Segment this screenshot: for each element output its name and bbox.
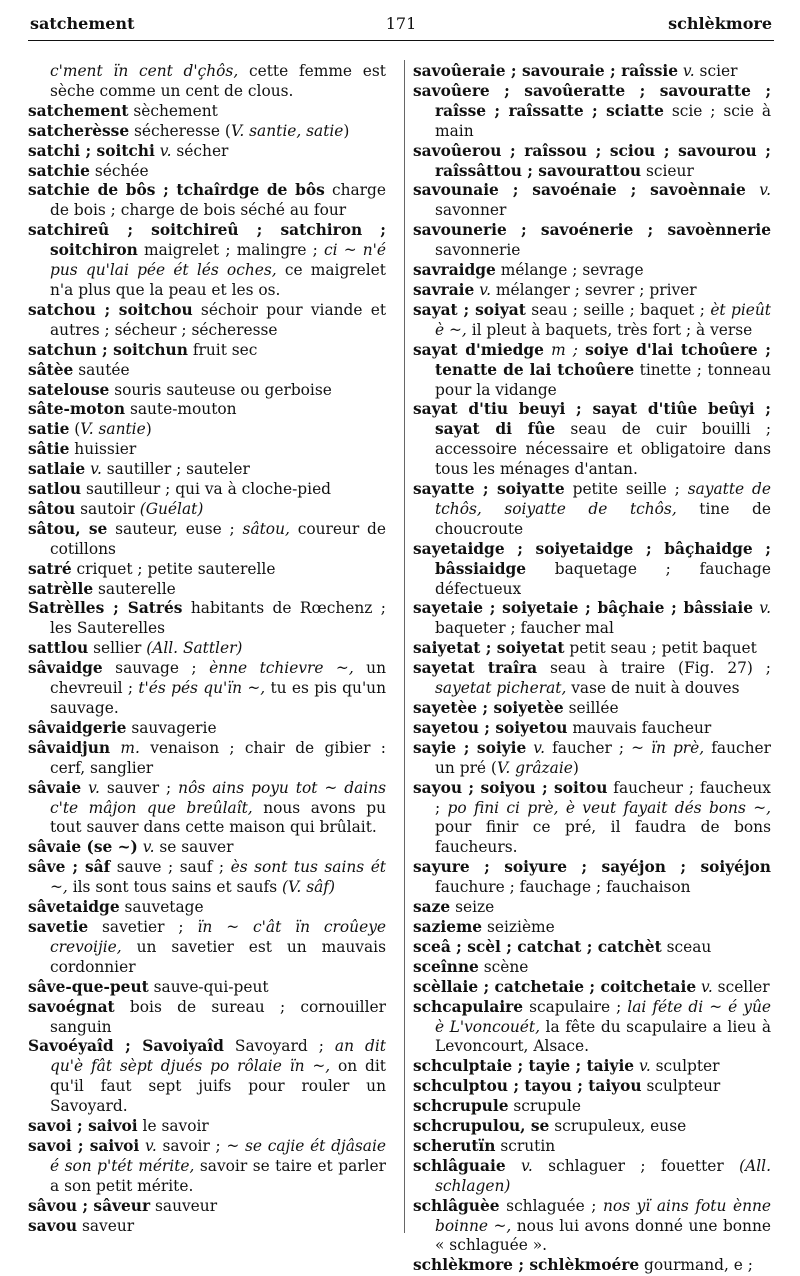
definition-text: il pleut à baquets, très fort ; à verse (466, 320, 753, 339)
example-text: v. (154, 141, 172, 160)
definition-text: maigrelet ; malingre ; (137, 241, 325, 260)
dictionary-entry (28, 221, 386, 301)
definition-text: faucheur ; faucheux ; (435, 778, 771, 817)
headword: savoûerou ; raîssou ; sciou ; savourou ; raîssâttou ; savourattou (413, 141, 771, 180)
example-text: nôs ains poyu tot ~ dains c'te mâjon que breûlaît, (50, 778, 386, 817)
definition-text: Savoyard ; (223, 1037, 335, 1056)
example-text: v. (85, 460, 102, 479)
dictionary-entry (28, 361, 386, 381)
definition-text: petit seau ; petit baquet (564, 639, 757, 658)
headword: schcrupule (413, 1097, 509, 1116)
headword: sayetat traîra (413, 659, 538, 678)
dictionary-entry (28, 659, 386, 719)
definition-text: scène (478, 957, 529, 976)
headword: schculptou ; tayou ; taiyou (413, 1077, 642, 1096)
definition-text: vase de nuit à douves (566, 679, 740, 698)
dictionary-entry (28, 599, 386, 639)
definition-text: ils sont tous sains et saufs (67, 878, 282, 897)
example-text: sayetat picherat, (435, 679, 567, 698)
headword: satré (28, 559, 72, 578)
dictionary-entry (28, 739, 386, 779)
definition-text: sauteur, euse ; (107, 519, 243, 538)
headword: savoi ; saivoi (28, 1136, 140, 1155)
dictionary-entry (413, 659, 771, 699)
definition-text: habitants de Rœchenz ; les Sauterelles (50, 599, 386, 638)
headword: satchireû ; soitchireû ; satchiron ; soitchiron (28, 221, 386, 260)
dictionary-entry (28, 62, 386, 102)
definition-text: savoir ; (156, 1136, 227, 1155)
definition-text: cette femme est sèche comme un cent de clous. (50, 62, 386, 100)
definition-text: sèchement (128, 101, 218, 120)
example-text: ïn ~ c'ât ïn croûeye crevoijie, (50, 917, 386, 956)
dictionary-entry (28, 102, 386, 122)
definition-text: mélange ; sevrage (495, 261, 644, 280)
definition-text: tinette ; tonneau pour la vidange (435, 360, 771, 399)
definition-text: scieur (641, 161, 694, 180)
definition-text: nous lui avons donné une bonne « schlaguée ». (435, 1216, 771, 1255)
example-text: m ; (543, 340, 578, 359)
example-text: v. (696, 977, 713, 996)
definition-text: seau de cuir bouilli ; accessoire nécessaire et obligatoire dans tous les ménages d'antan. (435, 420, 772, 479)
dictionary-entry (413, 739, 771, 779)
definition-text: sculpter (650, 1057, 720, 1076)
headword: schculptaie ; tayie ; taiyie (413, 1057, 635, 1076)
definition-text: criquet ; petite sauterelle (71, 559, 276, 578)
dictionary-entry (413, 400, 771, 480)
dictionary-entry (413, 82, 771, 142)
definition-text: sautoir (75, 499, 140, 518)
definition-text: faucher un pré ( (435, 738, 771, 777)
dictionary-entry (413, 998, 771, 1058)
definition-text: sauve-qui-peut (148, 977, 269, 996)
definition-text: tu es pis qu'un sauvage. (50, 679, 387, 717)
headword: sazieme (413, 917, 483, 936)
definition-text: saute-mouton (125, 400, 237, 419)
headword: sâte-moton (28, 400, 126, 419)
definition-text: mauvais faucheur (567, 718, 712, 737)
definition-text: saveur (77, 1216, 135, 1235)
dictionary-entry (28, 838, 386, 858)
headword: sâtou (28, 499, 76, 518)
headword: satchie de bôs ; tchaîrdge de bôs (28, 181, 325, 200)
definition-text: sauve ; sauf ; (110, 858, 231, 877)
example-text: v. (753, 599, 771, 618)
headword: satchi ; soitchi (28, 141, 155, 160)
definition-text: un savetier est un mauvais cordonnier (50, 937, 386, 976)
dictionary-entry (413, 699, 771, 719)
definition-text: schlaguée ; (499, 1196, 604, 1215)
example-text: (Guélat) (139, 499, 204, 518)
definition-text: sauveur (150, 1196, 218, 1215)
dictionary-entry (28, 341, 386, 361)
headword: sayie ; soiyie (413, 738, 527, 757)
example-text: sâtou, (242, 519, 290, 538)
headword: schcrupulou, se (413, 1117, 550, 1136)
headword: satchou ; soitchou (28, 300, 193, 319)
example-text: v. (526, 738, 546, 757)
definition-text: le savoir (137, 1117, 209, 1136)
dictionary-entry (28, 1217, 386, 1237)
headword: schlèkmore ; schlèkmoére (413, 1256, 640, 1275)
definition-text: scrupule (508, 1097, 581, 1116)
dictionary-entry (28, 898, 386, 918)
example-text: V. santie (80, 420, 146, 439)
definition-text: scapulaire ; (523, 997, 628, 1016)
headword: sâvetaidge (28, 898, 120, 917)
example-text: ~ ïn prè, (631, 738, 705, 757)
example-text: ci ~ n'é pus qu'lai pée ét lés oches, (50, 241, 386, 280)
example-text: v. (139, 1136, 157, 1155)
column-divider (404, 60, 405, 1233)
header-last-word: schlèkmore (668, 14, 772, 33)
definition-text: pour finir ce pré, il faudra de bons faucheurs. (435, 818, 771, 857)
definition-text: scie ; scie à main (435, 101, 772, 140)
headword: scèllaie ; catchetaie ; coitchetaie (413, 977, 697, 996)
header-first-word: satchement (30, 14, 135, 33)
definition-text: sautilleur ; qui va à cloche-pied (81, 480, 332, 499)
definition-text: scier (694, 62, 738, 80)
dictionary-entry (28, 719, 386, 739)
headword: savoégnat (28, 997, 115, 1016)
dictionary-entry (413, 301, 771, 341)
running-header (30, 14, 772, 38)
headword: satcherèsse (28, 121, 130, 140)
dictionary-entry (28, 1037, 386, 1117)
headword: savou (28, 1216, 78, 1235)
example-text: v. (137, 838, 155, 857)
definition-text: sculpteur (641, 1077, 721, 1096)
headword: sâvaidge (28, 659, 103, 678)
definition-text: schlaguer ; fouetter (532, 1156, 740, 1175)
dictionary-entry (28, 440, 386, 460)
header-rule (28, 40, 774, 41)
definition-text: fruit sec (187, 340, 258, 359)
dictionary-entry (28, 918, 386, 978)
headword: savetie (28, 917, 89, 936)
definition-text: un chevreuil ; (50, 659, 386, 698)
dictionary-entry (413, 1197, 771, 1257)
definition-text: sauvage ; (102, 659, 210, 678)
dictionary-entry (28, 779, 386, 839)
definition-text: scrupuleux, euse (549, 1117, 687, 1136)
definition-text: nous avons pu tout sauver dans cette maison qui brûlait. (50, 798, 386, 837)
headword: schlâguaie (413, 1156, 506, 1175)
definition-text: ) (572, 758, 579, 777)
dictionary-entry (28, 858, 386, 898)
dictionary-entry (28, 460, 386, 480)
page-number: 171 (385, 14, 417, 33)
dictionary-entry (413, 281, 771, 301)
definition-text: savonnerie (435, 241, 521, 260)
headword: sâvaidgerie (28, 718, 127, 737)
dictionary-entry (413, 898, 771, 918)
example-text: ~ se cajie ét djâsaie é son p'tét mérite, (50, 1136, 386, 1175)
dictionary-entry (413, 1137, 771, 1157)
definition-text: savoir se taire et parler a son petit mérite. (50, 1156, 386, 1195)
definition-text: sécheresse ( (129, 121, 231, 140)
definition-text: charge de bois ; charge de bois séché au four (50, 181, 386, 220)
definition-text: mélanger ; sevrer ; priver (490, 280, 697, 299)
left-column (28, 62, 386, 1236)
dictionary-entry (28, 580, 386, 600)
headword: satelouse (28, 380, 110, 399)
definition-text: seau ; seille ; baquet ; (525, 300, 711, 319)
definition-text: ( (69, 420, 81, 439)
example-text: v. (81, 778, 100, 797)
headword: satrèlle (28, 579, 94, 598)
definition-text: faucher ; (545, 738, 632, 757)
example-text: nos yï ains fotu ènne boinne ~, (435, 1196, 772, 1235)
headword: sâtèe (28, 360, 74, 379)
dictionary-entry (28, 420, 386, 440)
definition-text: savetier ; (88, 917, 198, 936)
dictionary-entry (28, 381, 386, 401)
dictionary-entry (413, 779, 771, 859)
definition-text: bois de sureau ; cornouiller sanguin (50, 997, 386, 1036)
example-text: v. (745, 181, 771, 200)
headword: sâvou ; sâveur (28, 1196, 151, 1215)
headword: satlou (28, 480, 82, 499)
definition-text: sceau (661, 937, 712, 956)
definition-text: baquetage ; fauchage défectueux (435, 559, 771, 598)
definition-text: se sauver (154, 838, 234, 857)
dictionary-entry (28, 520, 386, 560)
dictionary-entry (413, 261, 771, 281)
headword: sayat ; soiyat (413, 300, 526, 319)
headword: sceînne (413, 957, 479, 976)
definition-text: séchoir pour viande et autres ; sécheur ; sécheresse (50, 300, 387, 339)
example-text: V. grâzaie (496, 758, 573, 777)
headword: sâvaie (28, 778, 82, 797)
headword: satie (28, 420, 70, 439)
example-text: m. (110, 738, 140, 757)
dictionary-entry (413, 1077, 771, 1097)
dictionary-entry (413, 1157, 771, 1197)
headword: satlaie (28, 460, 86, 479)
dictionary-entry (413, 978, 771, 998)
dictionary-entry (28, 301, 386, 341)
example-text: V. santie, satie (230, 121, 344, 140)
dictionary-entry (413, 341, 771, 401)
dictionary-entry (28, 400, 386, 420)
headword: soiye d'lai tchoûere ; tenatte de lai tchoûere (435, 340, 771, 379)
headword: savraie (413, 280, 475, 299)
definition-text: souris sauteuse ou gerboise (109, 380, 332, 399)
dictionary-entry (413, 142, 771, 182)
definition-text: petite seille ; (564, 480, 688, 499)
definition-text: sauvetage (119, 898, 204, 917)
dictionary-entry (28, 998, 386, 1038)
headword: satchement (28, 101, 129, 120)
definition-text: ) (343, 121, 350, 140)
dictionary-entry (413, 1256, 771, 1276)
dictionary-entry (413, 1057, 771, 1077)
dictionary-entry (413, 639, 771, 659)
example-text: v. (505, 1156, 533, 1175)
dictionary-entry (413, 480, 771, 540)
definition-text: huissier (69, 440, 137, 459)
headword: sayatte ; soiyatte (413, 480, 565, 499)
headword: schlâguèe (413, 1196, 500, 1215)
example-text: c'ment ïn cent d'çhôs, (50, 62, 239, 80)
dictionary-entry (28, 978, 386, 998)
dictionary-entry (28, 560, 386, 580)
headword: satchun ; soitchun (28, 340, 188, 359)
definition-text: sauver ; (99, 778, 179, 797)
headword: savoi ; saivoi (28, 1117, 138, 1136)
headword: savoûere ; savoûeratte ; savouratte ; raîsse ; raîssatte ; sciatte (413, 81, 771, 120)
headword: sayetou ; soiyetou (413, 718, 568, 737)
definition-text: scrutin (495, 1136, 556, 1155)
definition-text: ) (145, 420, 152, 439)
dictionary-entry (28, 162, 386, 182)
definition-text: seau à traire (Fig. 27) ; (537, 659, 771, 678)
dictionary-entry (28, 181, 386, 221)
dictionary-entry (28, 1117, 386, 1137)
definition-text: baqueter ; faucher mal (435, 619, 614, 638)
definition-text: ce maigrelet n'a plus que la peau et les os. (50, 261, 386, 299)
headword: saze (413, 898, 451, 917)
example-text: po fini ci prè, è veut fayait dés bons ~, (447, 798, 771, 817)
headword: sâve ; sâf (28, 858, 111, 877)
example-text: v. (474, 280, 491, 299)
definition-text: sautiller ; sauteler (101, 460, 250, 479)
dictionary-entry (413, 938, 771, 958)
dictionary-entry (28, 1137, 386, 1197)
dictionary-entry (413, 719, 771, 739)
dictionary-entry (28, 500, 386, 520)
headword: sayat d'miedge (413, 340, 544, 359)
definition-text: sellier (88, 639, 147, 658)
example-text: (All. Sattler) (146, 639, 243, 658)
example-text: èt pieût è ~, (435, 300, 771, 339)
definition-text: sauvagerie (126, 718, 217, 737)
example-text: sayatte de tchôs, soiyatte de tchôs, (435, 480, 772, 518)
right-column (413, 62, 771, 1276)
headword: sâve-que-peut (28, 977, 149, 996)
definition-text: seizième (482, 917, 555, 936)
definition-text: sautée (73, 360, 130, 379)
dictionary-entry (413, 918, 771, 938)
dictionary-entry (413, 599, 771, 639)
headword: scherutïn (413, 1136, 496, 1155)
definition-text: on dit qu'il faut sept juifs pour rouler un Savoyard. (50, 1057, 386, 1116)
dictionary-entry (28, 1197, 386, 1217)
definition-text: venaison ; chair de gibier : cerf, sanglier (50, 738, 386, 777)
example-text: (V. sâf) (282, 878, 335, 897)
dictionary-entry (28, 142, 386, 162)
dictionary-entry (413, 221, 771, 261)
example-text: an dit qu'è fât sèpt djués po rôlaie ïn ~, (50, 1037, 386, 1076)
headword: satchie (28, 161, 90, 180)
definition-text: séchée (89, 161, 149, 180)
example-text: (All. schlagen) (435, 1156, 771, 1195)
headword: savounaie ; savoénaie ; savoènnaie (413, 181, 746, 200)
headword: sâvaidjun (28, 738, 111, 757)
definition-text: fauchure ; fauchage ; fauchaison (435, 878, 691, 897)
headword: sayetèe ; soiyetèe (413, 699, 564, 717)
headword: sattlou (28, 639, 89, 658)
definition-text: seillée (563, 699, 619, 717)
definition-text: savonner (435, 201, 507, 220)
dictionary-entry (413, 181, 771, 221)
definition-text: sécher (171, 141, 229, 160)
dictionary-entry (413, 958, 771, 978)
headword: savoûeraie ; savouraie ; raîssie (413, 62, 678, 80)
definition-text: gourmand, e ; (639, 1256, 753, 1275)
example-text: ènne tchievre ~, (209, 659, 354, 678)
definition-text: sauterelle (93, 579, 176, 598)
headword: sayou ; soiyou ; soitou (413, 778, 608, 797)
dictionary-entry (28, 480, 386, 500)
headword: sayure ; soiyure ; sayéjon ; soiyéjon (413, 858, 771, 877)
headword: schcapulaire (413, 997, 524, 1016)
definition-text: tine de choucroute (435, 499, 771, 538)
definition-text: la fête du scapulaire a lieu à Levoncourt, Alsace. (435, 1017, 771, 1056)
headword: savounerie ; savoénerie ; savoènnerie (413, 221, 771, 240)
headword: sâtie (28, 440, 70, 459)
definition-text: seize (450, 898, 495, 917)
dictionary-entry (413, 62, 771, 82)
example-text: v. (678, 62, 695, 80)
headword: Satrèlles ; Satrés (28, 599, 183, 618)
dictionary-entry (28, 122, 386, 142)
headword: sceâ ; scèl ; catchat ; catchèt (413, 937, 662, 956)
headword: saiyetat ; soiyetat (413, 639, 565, 658)
headword: sâtou, se (28, 519, 108, 538)
headword: sayat d'tiu beuyi ; sayat d'tiûe beûyi ; sayat di fûe (413, 400, 771, 439)
definition-text: coureur de cotillons (50, 519, 387, 558)
definition-text: sceller (712, 977, 770, 996)
headword: sayetaidge ; soiyetaidge ; bâçhaidge ; bâssiaidge (413, 539, 771, 578)
headword: sâvaie (se ~) (28, 838, 138, 857)
dictionary-entry (28, 639, 386, 659)
headword: savraidge (413, 261, 496, 280)
dictionary-entry (413, 858, 771, 898)
dictionary-entry (413, 540, 771, 600)
dictionary-entry (413, 1117, 771, 1137)
example-text: lai féte di ~ é yûe è L'voncouét, (435, 997, 771, 1036)
headword: sayetaie ; soiyetaie ; bâçhaie ; bâssiaie (413, 599, 753, 618)
dictionary-entry (413, 1097, 771, 1117)
example-text: v. (634, 1057, 651, 1076)
example-text: t'és pés qu'ïn ~, (138, 679, 266, 698)
headword: Savoéyaîd ; Savoiyaîd (28, 1037, 224, 1056)
example-text: ès sont tus sains ét ~, (50, 858, 386, 897)
